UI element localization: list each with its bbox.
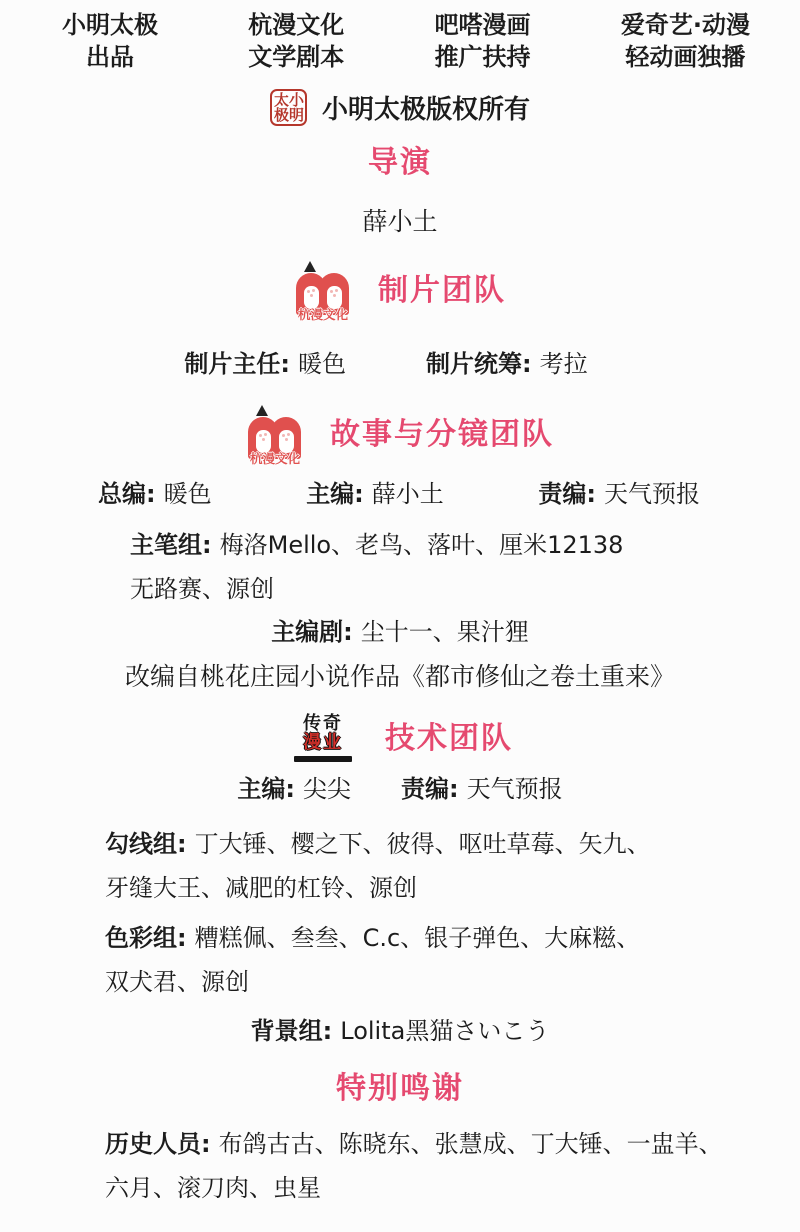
role-tech-responsible-editor: 责编: 天气预报 xyxy=(401,775,563,804)
production-team-title: 制片团队 xyxy=(378,273,506,309)
hangman-logo-text: 杭漫文化 xyxy=(249,450,300,466)
seal-char: 小 xyxy=(289,91,305,110)
paw-icon xyxy=(327,286,342,309)
seal-char: 太 xyxy=(273,91,289,110)
copyright-row xyxy=(0,89,800,126)
credit-xiaoming-taiji xyxy=(62,10,158,73)
top-credits-row xyxy=(0,0,800,73)
hangman-logo-text: 杭漫文化 xyxy=(297,306,348,322)
screenwriter-row: 主编剧: 尘十一、果汁狸 xyxy=(271,618,529,647)
credit-role: 出品 xyxy=(86,42,134,71)
role-responsible-editor: 责编: 天气预报 xyxy=(538,480,700,509)
credit-role: 推广扶持 xyxy=(434,42,531,71)
role-production-coordinator: 制片统筹: 考拉 xyxy=(426,350,588,379)
pen-group-line1: 主笔组: 梅洛Mello、老鸟、落叶、厘米12138 xyxy=(130,531,624,560)
background-group-row: 背景组: Lolita黑猫さいこう xyxy=(250,1017,550,1046)
story-roles-row xyxy=(0,479,800,509)
credit-hangman-culture xyxy=(248,10,344,73)
role-production-director: 制片主任: 暖色 xyxy=(184,350,346,379)
hangman-culture-logo-icon xyxy=(294,261,352,321)
xiaoming-taiji-seal-icon xyxy=(270,89,307,126)
line-art-line1: 勾线组: 丁大锤、樱之下、彼得、呕吐草莓、矢九、 xyxy=(105,830,651,859)
history-members-block xyxy=(0,1122,800,1210)
pencil-tip-icon xyxy=(256,405,268,416)
credit-company: 杭漫文化 xyxy=(248,11,345,39)
tech-team-title: 技术团队 xyxy=(385,720,513,756)
seal-char: 极 xyxy=(273,106,289,125)
legend-comics-logo-icon xyxy=(287,715,359,762)
role-tech-editor: 主编: 尖尖 xyxy=(237,775,351,804)
legend-logo-line1: 传奇 xyxy=(303,713,343,735)
production-team-header xyxy=(0,261,800,321)
color-group-line1: 色彩组: 糟糕佩、叁叁、C.c、银子弹色、大麻糍、 xyxy=(105,924,641,953)
credit-company: 吧嗒漫画 xyxy=(434,11,531,39)
paw-icon xyxy=(256,430,271,453)
pen-group-block xyxy=(0,523,800,611)
legend-logo-banner xyxy=(294,756,352,762)
role-chief-editor: 总编: 暖色 xyxy=(98,480,212,509)
hangman-culture-logo-icon xyxy=(246,405,304,465)
history-members-line1: 历史人员: 布鸽古古、陈晓东、张慧成、丁大锤、一盅羊、 xyxy=(105,1130,723,1159)
director-section-title: 导演 xyxy=(368,145,432,181)
color-group-block xyxy=(0,916,800,1004)
role-editor-in-chief: 主编: 薛小土 xyxy=(306,480,444,509)
pencil-tip-icon xyxy=(304,261,316,272)
credit-company: 爱奇艺·动漫 xyxy=(620,11,750,39)
special-thanks-title: 特别鸣谢 xyxy=(336,1071,464,1107)
production-roles-row xyxy=(0,349,800,379)
line-art-group-block xyxy=(0,822,800,910)
director-name: 薛小土 xyxy=(362,207,438,237)
credit-bada-comics xyxy=(435,10,531,73)
adaptation-note: 改编自桃花庄园小说作品《都市修仙之卷土重来》 xyxy=(124,662,675,692)
credit-role: 轻动画独播 xyxy=(625,42,746,71)
story-team-header xyxy=(0,405,800,465)
color-group-line2: 双犬君、源创 xyxy=(105,968,249,997)
credit-company: 小明太极 xyxy=(62,11,158,39)
tech-team-header xyxy=(0,715,800,762)
line-art-line2: 牙缝大王、减肥的杠铃、源创 xyxy=(105,874,417,903)
tech-roles-row xyxy=(0,774,800,804)
seal-char: 明 xyxy=(289,106,305,125)
story-team-title: 故事与分镜团队 xyxy=(330,417,554,453)
credit-role: 文学剧本 xyxy=(248,42,345,71)
legend-logo-line2: 漫业 xyxy=(303,732,343,754)
paw-icon xyxy=(304,286,319,309)
history-members-line2: 六月、滚刀肉、虫星 xyxy=(105,1174,321,1203)
copyright-text: 小明太极版权所有 xyxy=(321,95,530,126)
pen-group-line2: 无路赛、源创 xyxy=(130,575,274,604)
paw-icon xyxy=(279,430,294,453)
credit-iqiyi-anime xyxy=(621,10,750,73)
